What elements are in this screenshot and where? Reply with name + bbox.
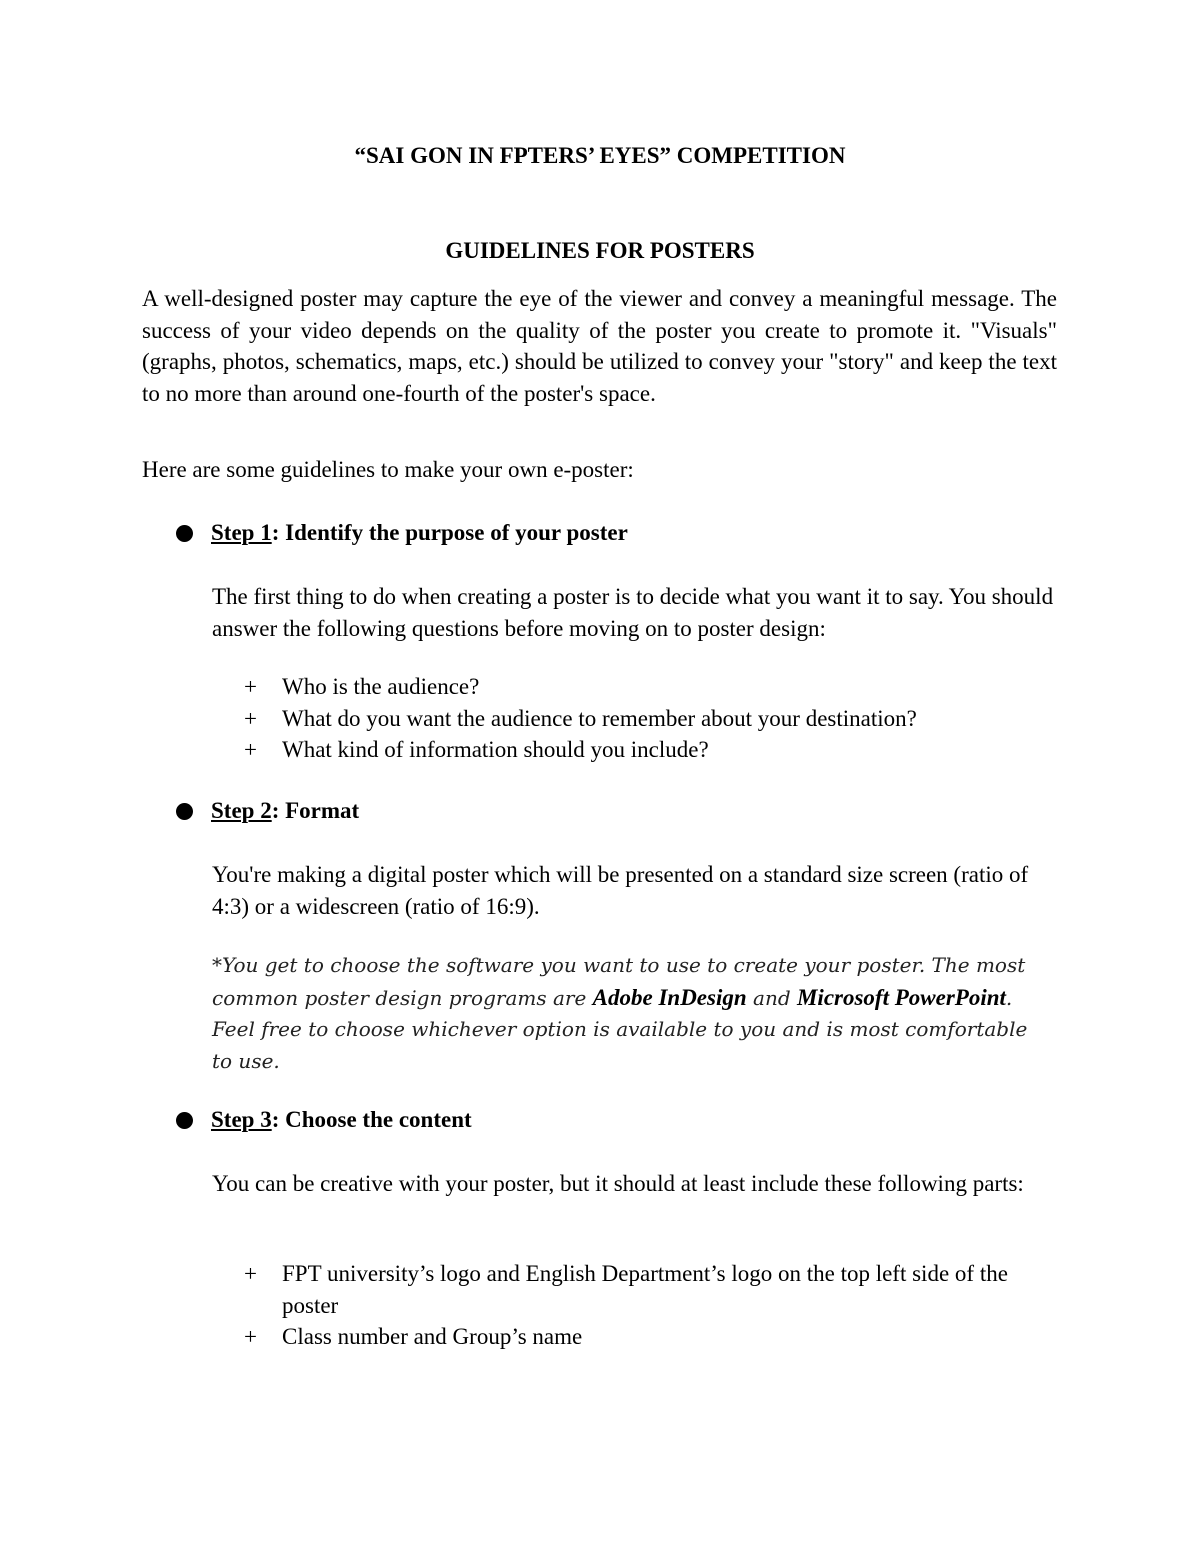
step-1-label: Step 1: [211, 520, 272, 545]
step-2-title: : Format: [271, 798, 360, 823]
list-item: + FPT university’s logo and English Department’s logo on the top left side of the poster: [244, 1258, 1064, 1321]
software-microsoft-powerpoint: Microsoft PowerPoint: [796, 984, 1006, 1010]
intro-paragraph: A well-designed poster may capture the eye of the viewer and convey a meaningful message. The success of your video depends on the quality of the poster you create to promote it. "Visuals" (graphs, photos, schematics, maps, etc.) should be utilized to convey your "story" and keep the text to no more than around one-fourth of the poster's space.: [142, 286, 1057, 406]
bullet-icon: [176, 1112, 193, 1129]
step-3-label: Step 3: [211, 1107, 272, 1132]
step-3-content-list: [244, 1258, 1064, 1353]
plus-icon: +: [244, 1261, 257, 1286]
step-1-title: : Identify the purpose of your poster: [271, 520, 628, 545]
step-2-body: You're making a digital poster which will be presented on a standard size screen (ratio of 4:3) or a widescreen (ratio of 16:9).: [212, 862, 1029, 919]
step-3-heading: [176, 1107, 472, 1133]
plus-icon: +: [244, 737, 257, 762]
bullet-icon: [176, 525, 193, 542]
step-2-heading: [176, 798, 359, 824]
bullet-icon: [176, 803, 193, 820]
document-title: “SAI GON IN FPTERS’ EYES” COMPETITION: [354, 143, 846, 168]
lead-paragraph: Here are some guidelines to make your own e-poster:: [142, 457, 634, 482]
list-item: + Class number and Group’s name: [244, 1321, 1064, 1353]
list-item: + What kind of information should you include?: [244, 734, 1064, 766]
software-adobe-indesign: Adobe InDesign: [592, 984, 747, 1010]
step-3-title: : Choose the content: [271, 1107, 472, 1132]
plus-icon: +: [244, 705, 257, 731]
step-2-software-note: *You get to choose the software you want to use to create your poster. The most common poster design programs are Adobe InDesign and Microsoft PowerPoint. Feel free to choose whichever option is available to you and is most comfortable to use.: [212, 953, 1028, 1073]
list-item: + What do you want the audience to remember about your destination?: [244, 703, 1064, 735]
plus-icon: +: [244, 674, 257, 699]
step-1-question-list: [244, 671, 1064, 766]
plus-icon: +: [244, 1324, 257, 1349]
list-item: + Who is the audience?: [244, 671, 1064, 703]
document-subtitle: GUIDELINES FOR POSTERS: [445, 238, 755, 263]
step-2-label: Step 2: [211, 798, 272, 823]
step-3-body: You can be creative with your poster, but it should at least include these following parts:: [212, 1171, 1024, 1196]
step-1-heading: [176, 520, 628, 546]
step-1-body: The first thing to do when creating a poster is to decide what you want it to say. You should answer the following questions before moving on to poster design:: [212, 584, 1054, 641]
